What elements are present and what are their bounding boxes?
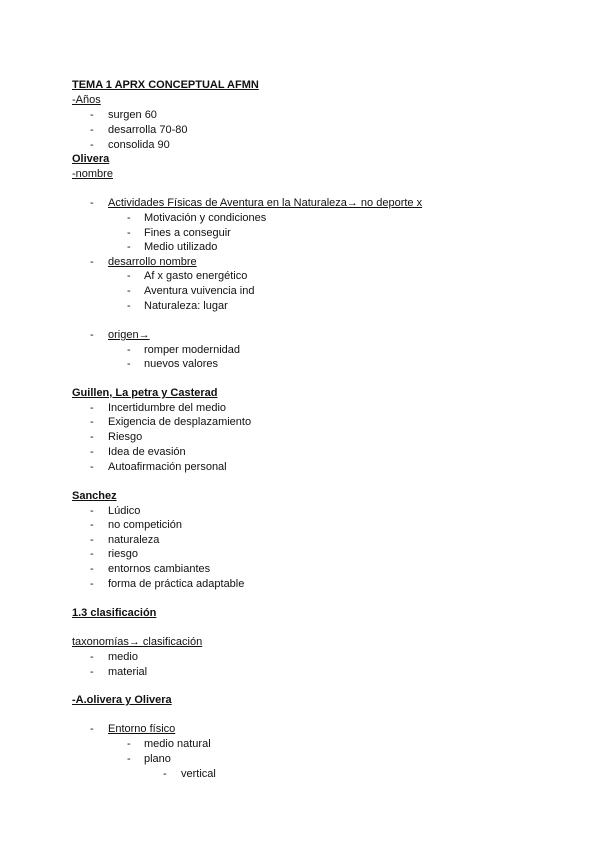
section-heading <box>0 386 600 401</box>
bullet-dash: - <box>127 270 131 282</box>
bullet-dash: - <box>90 548 94 560</box>
bullet-dash: - <box>90 505 94 517</box>
bullet-dash: - <box>90 139 94 151</box>
line-text: no competición <box>108 519 182 531</box>
line-text: Guillen, La petra y Casterad <box>72 387 218 399</box>
line-text: Exigencia de desplazamiento <box>108 416 252 428</box>
bullet-dash: - <box>127 358 131 370</box>
list-item <box>0 255 600 270</box>
bullet-dash: - <box>90 329 94 341</box>
line-text: Naturaleza: lugar <box>144 300 228 312</box>
bullet-dash: - <box>90 519 94 531</box>
line-text: Olivera <box>72 153 110 165</box>
list-item <box>0 299 600 314</box>
line-text: Af x gasto energético <box>144 270 248 282</box>
line-text: -Años <box>72 94 101 106</box>
section-heading <box>0 693 600 708</box>
line-text: desarrolla 70-80 <box>108 124 188 136</box>
list-item <box>0 226 600 241</box>
bullet-dash: - <box>127 212 131 224</box>
line-text: medio <box>108 651 138 663</box>
list-item <box>0 445 600 460</box>
bullet-dash: - <box>127 300 131 312</box>
line-text: -nombre <box>72 168 113 180</box>
line-text: vertical <box>181 768 216 780</box>
line-text: Aventura vuivencia ind <box>144 285 255 297</box>
bullet-dash: - <box>90 563 94 575</box>
line-text: surgen 60 <box>108 109 157 121</box>
bullet-dash: - <box>127 753 131 765</box>
bullet-dash: - <box>90 402 94 414</box>
list-item <box>0 93 600 108</box>
line-text: Actividades Físicas de Aventura en la Naturaleza→ no deporte x <box>108 197 423 209</box>
list-item <box>0 665 600 680</box>
list-item <box>0 401 600 416</box>
line-text: Fines a conseguir <box>144 227 231 239</box>
line-text: riesgo <box>108 548 138 560</box>
section-heading <box>0 606 600 621</box>
bullet-dash: - <box>127 227 131 239</box>
list-item <box>0 328 600 343</box>
line-text: Sanchez <box>72 490 117 502</box>
line-text: entornos cambiantes <box>108 563 211 575</box>
line-text: Idea de evasión <box>108 446 186 458</box>
list-item <box>0 752 600 767</box>
line-text: Motivación y condiciones <box>144 212 267 224</box>
bullet-dash: - <box>90 666 94 678</box>
bullet-dash: - <box>127 344 131 356</box>
bullet-dash: - <box>90 534 94 546</box>
list-item <box>0 343 600 358</box>
list-item <box>0 284 600 299</box>
line-text: forma de práctica adaptable <box>108 578 245 590</box>
bullet-dash: - <box>127 241 131 253</box>
list-item <box>0 415 600 430</box>
line-text: nuevos valores <box>144 358 218 370</box>
list-item <box>0 167 600 182</box>
bullet-dash: - <box>90 461 94 473</box>
bullet-dash: - <box>163 768 167 780</box>
bullet-dash: - <box>90 431 94 443</box>
line-text: 1.3 clasificación <box>72 607 157 619</box>
section-heading <box>0 489 600 504</box>
line-text: material <box>108 666 148 678</box>
list-item <box>0 737 600 752</box>
line-text: -A.olivera y Olivera <box>72 694 172 706</box>
line-text: Riesgo <box>108 431 143 443</box>
bullet-dash: - <box>90 109 94 121</box>
list-item <box>0 138 600 153</box>
bullet-dash: - <box>90 446 94 458</box>
section-heading <box>0 152 600 167</box>
list-item <box>0 722 600 737</box>
line-text: naturaleza <box>108 534 160 546</box>
list-item <box>0 635 600 650</box>
list-item <box>0 357 600 372</box>
list-item <box>0 269 600 284</box>
bullet-dash: - <box>127 285 131 297</box>
list-item <box>0 123 600 138</box>
line-text: Entorno físico <box>108 723 176 735</box>
list-item <box>0 211 600 226</box>
bullet-dash: - <box>90 416 94 428</box>
line-text: taxonomías→ clasificación <box>72 636 203 648</box>
line-text: plano <box>144 753 171 765</box>
list-item <box>0 430 600 445</box>
list-item <box>0 240 600 255</box>
line-text: Autoafirmación personal <box>108 461 227 473</box>
bullet-dash: - <box>90 197 94 209</box>
line-text: consolida 90 <box>108 139 170 151</box>
bullet-dash: - <box>90 578 94 590</box>
list-item <box>0 650 600 665</box>
line-text: Lúdico <box>108 505 141 517</box>
list-item <box>0 518 600 533</box>
list-item <box>0 577 600 592</box>
section-heading <box>0 78 600 93</box>
line-text: origen→ <box>108 329 150 341</box>
list-item <box>0 504 600 519</box>
list-item <box>0 767 600 782</box>
bullet-dash: - <box>90 124 94 136</box>
bullet-dash: - <box>90 256 94 268</box>
line-text: Medio utilizado <box>144 241 218 253</box>
line-text: desarrollo nombre <box>108 256 197 268</box>
bullet-dash: - <box>90 723 94 735</box>
bullet-dash: - <box>90 651 94 663</box>
list-item <box>0 562 600 577</box>
line-text: romper modernidad <box>144 344 240 356</box>
line-text: TEMA 1 APRX CONCEPTUAL AFMN <box>72 79 259 91</box>
list-item <box>0 547 600 562</box>
line-text: Incertidumbre del medio <box>108 402 227 414</box>
list-item <box>0 533 600 548</box>
list-item <box>0 460 600 475</box>
list-item <box>0 108 600 123</box>
list-item <box>0 196 600 211</box>
bullet-dash: - <box>127 738 131 750</box>
line-text: medio natural <box>144 738 211 750</box>
